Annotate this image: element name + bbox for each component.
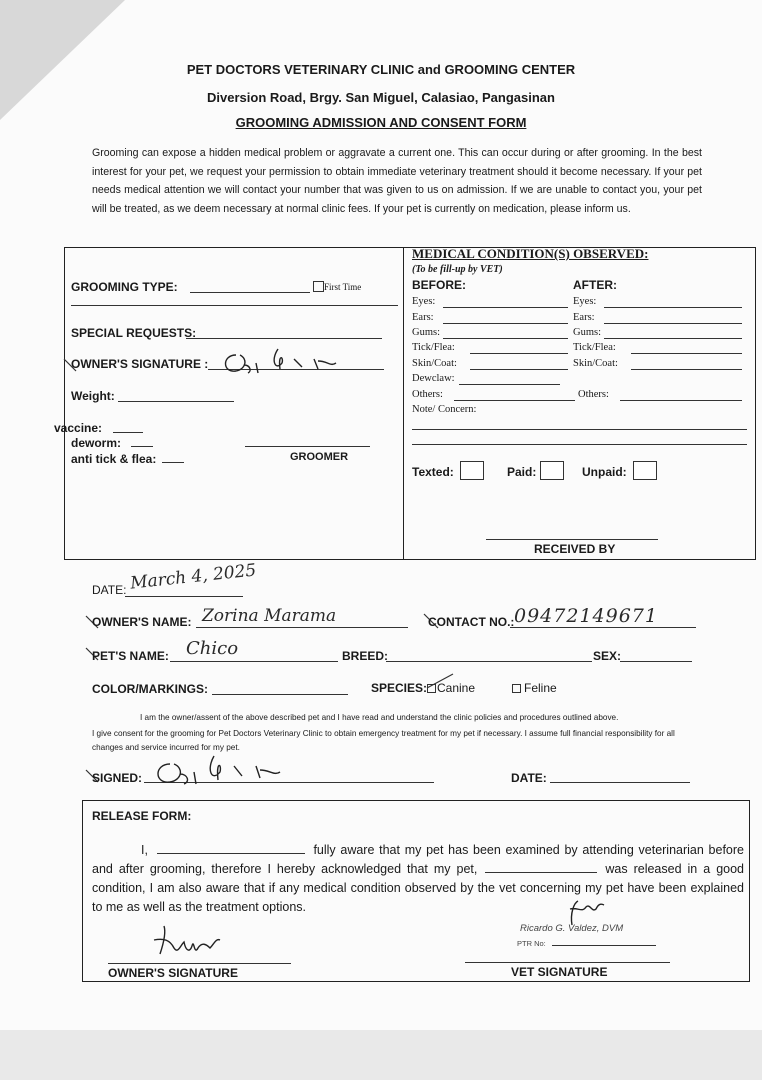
texted-label: Texted: (412, 465, 454, 479)
vet-name-stamp: Ricardo G. Valdez, DVM (520, 923, 624, 934)
grooming-type-label: GROOMING TYPE: (71, 280, 178, 294)
before-row-field[interactable] (443, 338, 568, 339)
note-label: Note/ Concern: (412, 404, 477, 415)
clinic-address: Diversion Road, Brgy. San Miguel, Calasiao, Pangasinan (207, 90, 555, 105)
groomer-label: GROOMER (290, 451, 349, 463)
after-row-label: Gums: (573, 327, 602, 338)
release-owner-name-field[interactable] (157, 841, 305, 854)
date-value: March 4, 2025 (129, 560, 258, 594)
before-row-label: Skin/Coat: (412, 358, 457, 369)
vet-signature-label: VET SIGNATURE (511, 965, 608, 979)
signed-signature-scribble (148, 748, 303, 790)
unpaid-checkbox[interactable] (633, 461, 657, 480)
species-label: SPECIES: (371, 681, 428, 695)
weight-label: Weight: (71, 389, 115, 403)
note-line-1[interactable] (412, 429, 747, 430)
anti-tick-field[interactable] (162, 462, 184, 463)
before-row-label: Dewclaw: (412, 373, 455, 384)
clinic-name: PET DOCTORS VETERINARY CLINIC and GROOMING CENTER (186, 62, 576, 77)
before-row-field[interactable] (459, 384, 560, 385)
before-row-field[interactable] (454, 400, 575, 401)
first-time-label: First Time (324, 282, 362, 292)
grooming-type-line-2[interactable] (71, 305, 398, 306)
breed-field[interactable] (386, 661, 592, 662)
after-row-label: Skin/Coat: (573, 358, 618, 369)
vet-signature-line[interactable] (465, 962, 670, 963)
before-row-field[interactable] (443, 307, 568, 308)
pet-name-label: PET'S NAME: (92, 649, 169, 663)
owner-signature-label: OWNER'S SIGNATURE : (71, 357, 209, 371)
release-text-2: fully aware that my pet has been examined by attending veterinarian before and after grooming, therefore I hereby acknowledged that my pet, (92, 843, 744, 876)
owner-name-field[interactable] (196, 627, 408, 628)
release-pet-name-field[interactable] (485, 860, 597, 873)
owner-name-value: Zorina Marama (202, 606, 337, 626)
form-title: GROOMING ADMISSION AND CONSENT FORM (235, 115, 527, 130)
after-row-field[interactable] (631, 369, 742, 370)
color-field[interactable] (212, 694, 348, 695)
signed-label: SIGNED: (92, 771, 143, 785)
medical-title: MEDICAL CONDITION(S) OBSERVED: (412, 246, 649, 261)
before-row-field[interactable] (443, 323, 568, 324)
contact-field[interactable] (510, 627, 696, 628)
deworm-label: deworm: (71, 436, 122, 450)
owner-release-signature (150, 922, 230, 960)
ptr-no-label: PTR No: (517, 939, 546, 948)
feline-checkbox[interactable] (512, 684, 521, 693)
color-label: COLOR/MARKINGS: (92, 682, 208, 696)
owner-release-signature-label: OWNER'S SIGNATURE (108, 966, 238, 980)
vaccine-field[interactable] (113, 432, 143, 433)
after-row-label: Tick/Flea: (573, 342, 616, 353)
received-by-line[interactable] (486, 539, 658, 540)
intro-paragraph: Grooming can expose a hidden medical problem or aggravate a current one. This can occur during or after grooming. In the best interest for your pet, we request your permission to obtain immediate veterinary treatment should it become necessary. If your pet needs medical attention we will contact your number that was given to us on admission. If we are unable to contact you, your pet will be treated, as we deem necessary at normal clinic fees. If your pet is currently on medication, please inform us. (92, 147, 702, 215)
grooming-type-field[interactable] (190, 292, 310, 293)
consent-line-2: I give consent for the grooming for Pet Doctors Veterinary Clinic to obtain emergency treatment for my pet if necessary. I assume full financial responsibility for all changes and service incurred for my pet. (92, 729, 675, 752)
sex-field[interactable] (620, 661, 692, 662)
after-row-label: Ears: (573, 312, 595, 323)
contact-label: CONTACT NO.: (428, 615, 515, 629)
release-text-3: was released in a good condition, I am also aware that if any medical condition observed by the vet concerning my pet have been explained to me as well as the treatment options. (92, 862, 745, 914)
note-line-2[interactable] (412, 444, 747, 445)
before-row-label: Gums: (412, 327, 441, 338)
before-heading: BEFORE: (412, 278, 466, 292)
weight-field[interactable] (118, 401, 234, 402)
signed-date-label: DATE: (511, 771, 547, 785)
pet-name-value: Chico (186, 638, 239, 659)
ptr-no-field[interactable] (552, 945, 656, 946)
release-paragraph (92, 841, 744, 917)
paid-checkbox[interactable] (540, 461, 564, 480)
after-row-label: Eyes: (573, 296, 597, 307)
owner-release-signature-line[interactable] (108, 963, 291, 964)
vaccine-label: vaccine: (54, 421, 103, 435)
before-row-label: Ears: (412, 312, 434, 323)
after-row-field[interactable] (631, 353, 742, 354)
before-row-label: Tick/Flea: (412, 342, 455, 353)
after-row-field[interactable] (604, 307, 742, 308)
unpaid-label: Unpaid: (582, 465, 627, 479)
medical-subtitle: (To be fill-up by VET) (412, 264, 503, 275)
anti-tick-label: anti tick & flea: (71, 452, 157, 466)
first-time-checkbox[interactable] (313, 281, 324, 292)
texted-checkbox[interactable] (460, 461, 484, 480)
signed-date-field[interactable] (550, 782, 690, 783)
column-divider (403, 247, 404, 559)
before-row-field[interactable] (470, 369, 568, 370)
before-row-field[interactable] (470, 353, 568, 354)
special-requests-field[interactable] (186, 338, 382, 339)
release-title: RELEASE FORM: (92, 809, 192, 823)
date-label: DATE: (92, 583, 127, 597)
date-field[interactable] (125, 596, 243, 597)
after-row-label: Others: (578, 389, 609, 400)
owner-signature-scribble (218, 343, 353, 377)
groomer-signature-line[interactable] (245, 446, 370, 447)
owner-name-label: OWNER'S NAME: (92, 615, 192, 629)
before-row-label: Eyes: (412, 296, 436, 307)
consent-line-1: I am the owner/assent of the above described pet and I have read and understand the clinic policies and procedures outlined above. (140, 713, 619, 722)
before-row-label: Others: (412, 389, 443, 400)
feline-label: Feline (524, 681, 557, 695)
breed-label: BREED: (342, 649, 389, 663)
after-row-field[interactable] (604, 323, 742, 324)
contact-value: 09472149671 (514, 605, 658, 627)
canine-label: Canine (437, 681, 476, 695)
deworm-field[interactable] (131, 446, 153, 447)
sex-label: SEX: (593, 649, 622, 663)
after-row-field[interactable] (620, 400, 742, 401)
after-heading: AFTER: (573, 278, 617, 292)
paid-label: Paid: (507, 465, 537, 479)
special-requests-label: SPECIAL REQUESTS: (71, 326, 197, 340)
received-by-label: RECEIVED BY (534, 542, 616, 556)
after-row-field[interactable] (604, 338, 742, 339)
check-mark (62, 355, 80, 375)
pet-name-field[interactable] (170, 661, 338, 662)
release-text-1: I, (141, 843, 148, 857)
